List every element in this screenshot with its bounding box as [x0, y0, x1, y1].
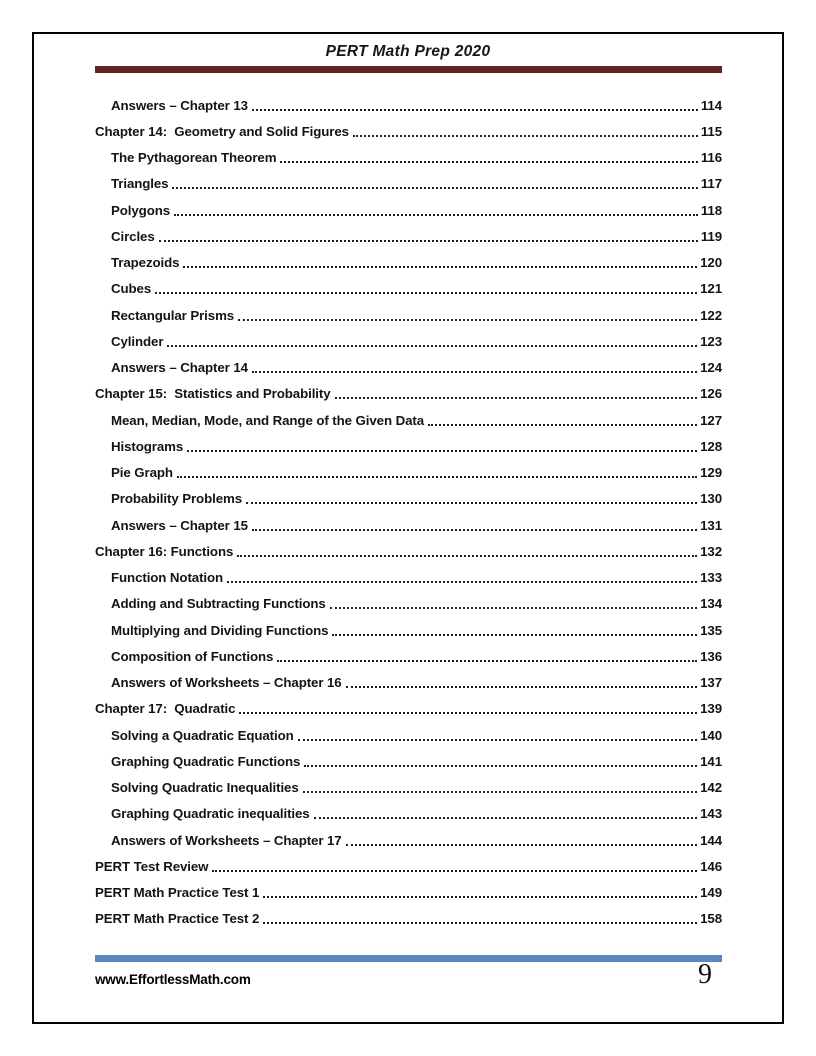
dotted-leader [277, 651, 697, 662]
dotted-leader [346, 835, 698, 846]
toc-entry-label: Chapter 17: Quadratic [95, 701, 236, 717]
toc-entry-label: Function Notation [111, 570, 224, 586]
dotted-leader [252, 362, 697, 373]
toc-entry[interactable] [95, 670, 722, 696]
toc-entry-label: Answers – Chapter 15 [111, 517, 248, 533]
dotted-leader [304, 756, 697, 767]
toc-entry-page: 124 [700, 360, 722, 376]
toc-entry-label: PERT Math Practice Test 2 [95, 911, 260, 927]
header-rule [95, 66, 722, 73]
toc-entry-page: 140 [700, 727, 722, 743]
toc-entry[interactable] [95, 853, 722, 879]
dotted-leader [346, 677, 698, 688]
toc-entry-label: Graphing Quadratic inequalities [111, 806, 310, 822]
page-border [32, 32, 784, 1024]
toc-entry[interactable] [95, 748, 722, 774]
toc-entry-label: Answers of Worksheets – Chapter 16 [111, 675, 342, 691]
table-of-contents [95, 92, 722, 932]
toc-entry-label: Answers – Chapter 14 [111, 360, 248, 376]
dotted-leader [330, 598, 697, 609]
toc-entry[interactable] [95, 722, 722, 748]
toc-entry[interactable] [95, 355, 722, 381]
toc-entry-page: 137 [700, 675, 722, 691]
toc-entry-page: 119 [700, 228, 722, 244]
toc-entry[interactable] [95, 118, 722, 144]
dotted-leader [252, 100, 698, 111]
toc-entry[interactable] [95, 276, 722, 302]
toc-entry[interactable] [95, 696, 722, 722]
toc-entry-label: Answers – Chapter 13 [111, 97, 248, 113]
toc-entry-label: Probability Problems [111, 491, 243, 507]
toc-entry[interactable] [95, 538, 722, 564]
toc-entry-page: 130 [700, 491, 722, 507]
toc-entry-page: 131 [700, 517, 722, 533]
toc-entry-page: 144 [700, 832, 722, 848]
toc-entry[interactable] [95, 906, 722, 932]
toc-entry[interactable] [95, 486, 722, 512]
toc-entry-label: Chapter 16: Functions [95, 543, 234, 559]
toc-entry[interactable] [95, 880, 722, 906]
toc-entry-page: 143 [700, 806, 722, 822]
website-link[interactable]: www.EffortlessMath.com [95, 972, 251, 987]
toc-entry-page: 139 [700, 701, 722, 717]
toc-entry-page: 118 [700, 202, 722, 218]
dotted-leader [155, 283, 697, 294]
toc-entry[interactable] [95, 92, 722, 118]
toc-entry[interactable] [95, 643, 722, 669]
dotted-leader [246, 493, 697, 504]
toc-entry[interactable] [95, 250, 722, 276]
toc-entry-label: Cylinder [111, 333, 164, 349]
toc-entry-page: 135 [700, 622, 722, 638]
dotted-leader [263, 887, 697, 898]
toc-entry-label: Solving Quadratic Inequalities [111, 780, 299, 796]
toc-entry-page: 136 [700, 648, 722, 664]
toc-entry-page: 132 [700, 543, 722, 559]
toc-entry-page: 121 [700, 281, 722, 297]
toc-entry[interactable] [95, 223, 722, 249]
toc-entry-page: 126 [700, 386, 722, 402]
toc-entry-page: 133 [700, 570, 722, 586]
dotted-leader [238, 310, 697, 321]
toc-entry[interactable] [95, 512, 722, 538]
toc-entry-label: Chapter 14: Geometry and Solid Figures [95, 123, 349, 139]
dotted-leader [303, 782, 697, 793]
dotted-leader [227, 572, 697, 583]
dotted-leader [353, 126, 698, 137]
toc-entry-label: Trapezoids [111, 255, 180, 271]
toc-entry-page: 117 [700, 176, 722, 192]
footer-rule [95, 955, 722, 962]
toc-entry-label: Histograms [111, 438, 184, 454]
toc-entry-page: 141 [700, 753, 722, 769]
toc-entry-page: 123 [700, 333, 722, 349]
toc-entry-label: Chapter 15: Statistics and Probability [95, 386, 331, 402]
toc-entry-label: The Pythagorean Theorem [111, 150, 277, 166]
toc-entry[interactable] [95, 197, 722, 223]
toc-entry[interactable] [95, 433, 722, 459]
toc-entry-label: Adding and Subtracting Functions [111, 596, 326, 612]
dotted-leader [280, 152, 697, 163]
running-header-title: PERT Math Prep 2020 [325, 43, 491, 60]
toc-entry[interactable] [95, 407, 722, 433]
dotted-leader [187, 441, 697, 452]
dotted-leader [252, 520, 697, 531]
toc-entry-page: 134 [700, 596, 722, 612]
toc-entry-page: 149 [700, 885, 722, 901]
toc-entry-label: PERT Math Practice Test 1 [95, 885, 260, 901]
toc-entry[interactable] [95, 827, 722, 853]
toc-entry[interactable] [95, 381, 722, 407]
dotted-leader [263, 913, 697, 924]
toc-entry[interactable] [95, 801, 722, 827]
toc-entry[interactable] [95, 565, 722, 591]
toc-entry-page: 128 [700, 438, 722, 454]
toc-entry[interactable] [95, 171, 722, 197]
toc-entry[interactable] [95, 617, 722, 643]
toc-entry-page: 129 [700, 465, 722, 481]
page-number: 9 [698, 959, 712, 990]
toc-entry-page: 122 [700, 307, 722, 323]
dotted-leader [335, 388, 698, 399]
toc-entry-page: 142 [700, 780, 722, 796]
toc-entry-label: Answers of Worksheets – Chapter 17 [111, 832, 342, 848]
dotted-leader [183, 257, 697, 268]
toc-entry-label: Circles [111, 228, 155, 244]
dotted-leader [298, 730, 697, 741]
toc-entry-label: Solving a Quadratic Equation [111, 727, 294, 743]
toc-entry-label: Triangles [111, 176, 169, 192]
dotted-leader [212, 861, 697, 872]
toc-entry[interactable] [95, 302, 722, 328]
toc-entry-label: Mean, Median, Mode, and Range of the Given Data [111, 412, 424, 428]
toc-entry-label: PERT Test Review [95, 858, 209, 874]
dotted-leader [332, 625, 697, 636]
toc-entry-label: Multiplying and Dividing Functions [111, 622, 329, 638]
toc-entry[interactable] [95, 145, 722, 171]
toc-entry[interactable] [95, 591, 722, 617]
dotted-leader [239, 703, 697, 714]
dotted-leader [167, 336, 697, 347]
dotted-leader [174, 205, 698, 216]
toc-entry-page: 127 [700, 412, 722, 428]
dotted-leader [237, 546, 697, 557]
toc-entry-label: Composition of Functions [111, 648, 274, 664]
toc-entry-page: 158 [700, 911, 722, 927]
dotted-leader [172, 178, 697, 189]
dotted-leader [177, 467, 697, 478]
toc-entry-page: 114 [700, 97, 722, 113]
toc-entry-page: 120 [700, 255, 722, 271]
toc-entry[interactable] [95, 460, 722, 486]
toc-entry-page: 115 [700, 123, 722, 139]
dotted-leader [428, 415, 697, 426]
dotted-leader [159, 231, 698, 242]
toc-entry-label: Graphing Quadratic Functions [111, 753, 301, 769]
toc-entry-label: Polygons [111, 202, 171, 218]
toc-entry-label: Rectangular Prisms [111, 307, 235, 323]
toc-entry-label: Cubes [111, 281, 152, 297]
toc-entry-label: Pie Graph [111, 465, 173, 481]
dotted-leader [314, 808, 698, 819]
toc-entry-page: 116 [700, 150, 722, 166]
toc-entry[interactable] [95, 775, 722, 801]
toc-entry[interactable] [95, 328, 722, 354]
toc-entry-page: 146 [700, 858, 722, 874]
